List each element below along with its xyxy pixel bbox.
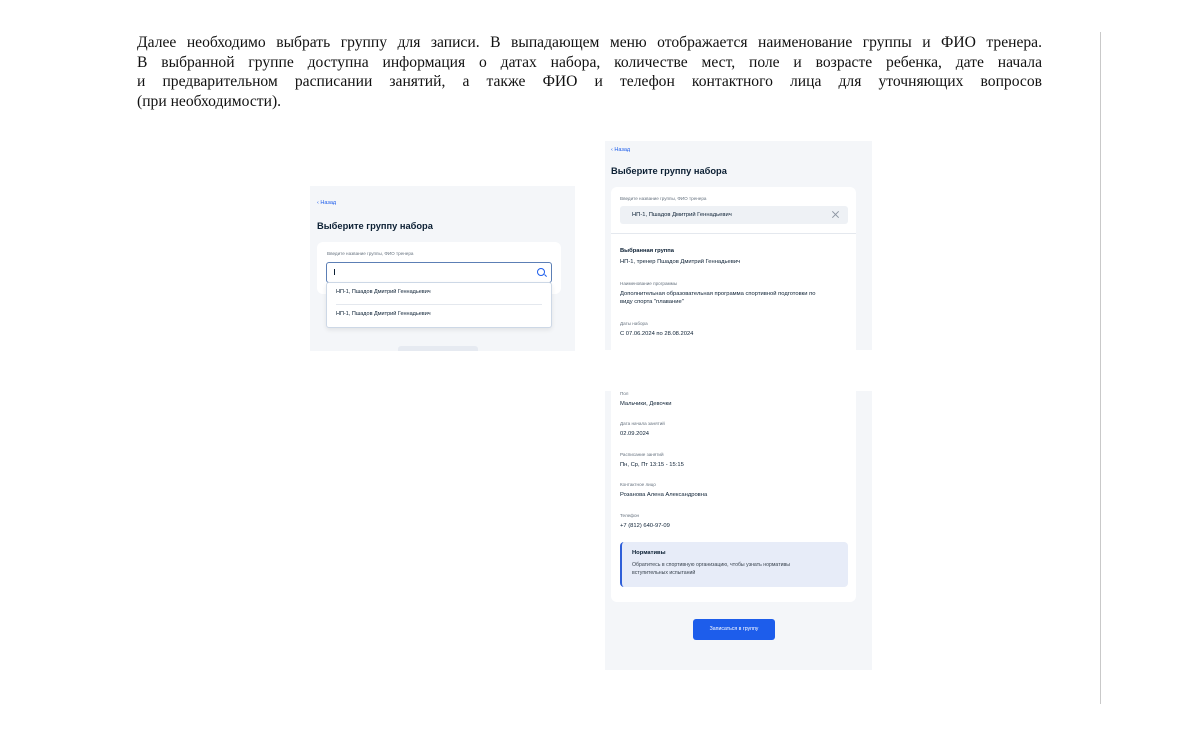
screenshot-group-selected [605, 141, 872, 350]
phone-caption: Телефон [620, 513, 640, 518]
page-title: Выберите группу набора [317, 221, 433, 231]
intro-line: и предварительном расписании занятий, а также ФИО и телефон контактного лица для уточняющих вопросов [137, 73, 1042, 90]
text-cursor [334, 269, 335, 275]
selected-group-value: НП-1, тренер Пшадов Дмитрий Геннадьевич [620, 259, 741, 265]
back-link[interactable]: ‹ Назад [317, 200, 337, 206]
start-date-value: 02.09.2024 [620, 431, 650, 437]
group-info-card [611, 187, 856, 350]
gender-value: Мальчики, Девочки [620, 401, 672, 407]
phone-value: +7 (812) 640-97-09 [620, 523, 670, 529]
intro-line: Далее необходимо выбрать группу для записи. В выпадающем меню отображается наименование группы и ФИО тренера. [137, 34, 1042, 51]
group-search-input[interactable] [326, 262, 552, 283]
intro-line: (при необходимости). [137, 92, 282, 110]
program-caption: Наименование программы [620, 281, 678, 286]
page-title: Выберите группу набора [611, 166, 727, 176]
notice-text-line: вступительных испытаний [632, 570, 696, 576]
enroll-button[interactable]: Записаться в группу [693, 619, 775, 640]
screenshot-group-details [605, 391, 872, 670]
notice-text-line: Обратитесь в спортивную организацию, чтобы узнать нормативы [632, 562, 790, 568]
field-caption: Введите название группы, ФИО тренера [327, 251, 414, 256]
screenshot-group-search [310, 186, 575, 351]
program-value-line: Дополнительная образовательная программа спортивной подготовки по [620, 291, 816, 297]
dates-value: С 07.06.2024 по 28.08.2024 [620, 331, 694, 337]
schedule-value: Пн, Ср, Пт 13:15 - 15:15 [620, 462, 684, 468]
field-caption: Введите название группы, ФИО тренера [620, 196, 707, 201]
option-divider [336, 304, 542, 305]
group-field[interactable] [620, 206, 848, 224]
group-details-card [611, 391, 856, 602]
card-divider [611, 233, 856, 234]
intro-paragraph [137, 33, 1042, 111]
program-value-line: виду спорта "плавание" [620, 299, 684, 305]
dates-caption: Даты набора [620, 321, 648, 326]
dropdown-option[interactable]: НП-1, Пшадов Дмитрий Геннадьевич [336, 311, 431, 317]
dropdown-option[interactable]: НП-1, Пшадов Дмитрий Геннадьевич [336, 289, 431, 295]
selected-group-heading: Выбранная группа [620, 248, 675, 254]
page-right-rule [1100, 32, 1101, 704]
hidden-button [398, 346, 478, 351]
contact-caption: Контактное лицо [620, 482, 656, 487]
schedule-caption: Расписание занятий [620, 452, 664, 457]
close-icon[interactable] [832, 211, 839, 218]
contact-value: Розанова Алена Александровна [620, 492, 708, 498]
back-link[interactable]: ‹ Назад [611, 147, 631, 153]
search-icon[interactable] [537, 268, 545, 276]
group-field-value: НП-1, Пшадов Дмитрий Геннадьевич [632, 212, 732, 218]
start-date-caption: Дата начала занятий [620, 421, 665, 426]
gender-caption: Пол [620, 391, 629, 396]
group-dropdown [326, 282, 552, 328]
standards-notice [620, 542, 848, 587]
intro-line: В выбранной группе доступна информация о датах набора, количестве мест, поле и возрасте ребенка, дате начала [137, 53, 1042, 71]
notice-title: Нормативы [632, 550, 666, 556]
